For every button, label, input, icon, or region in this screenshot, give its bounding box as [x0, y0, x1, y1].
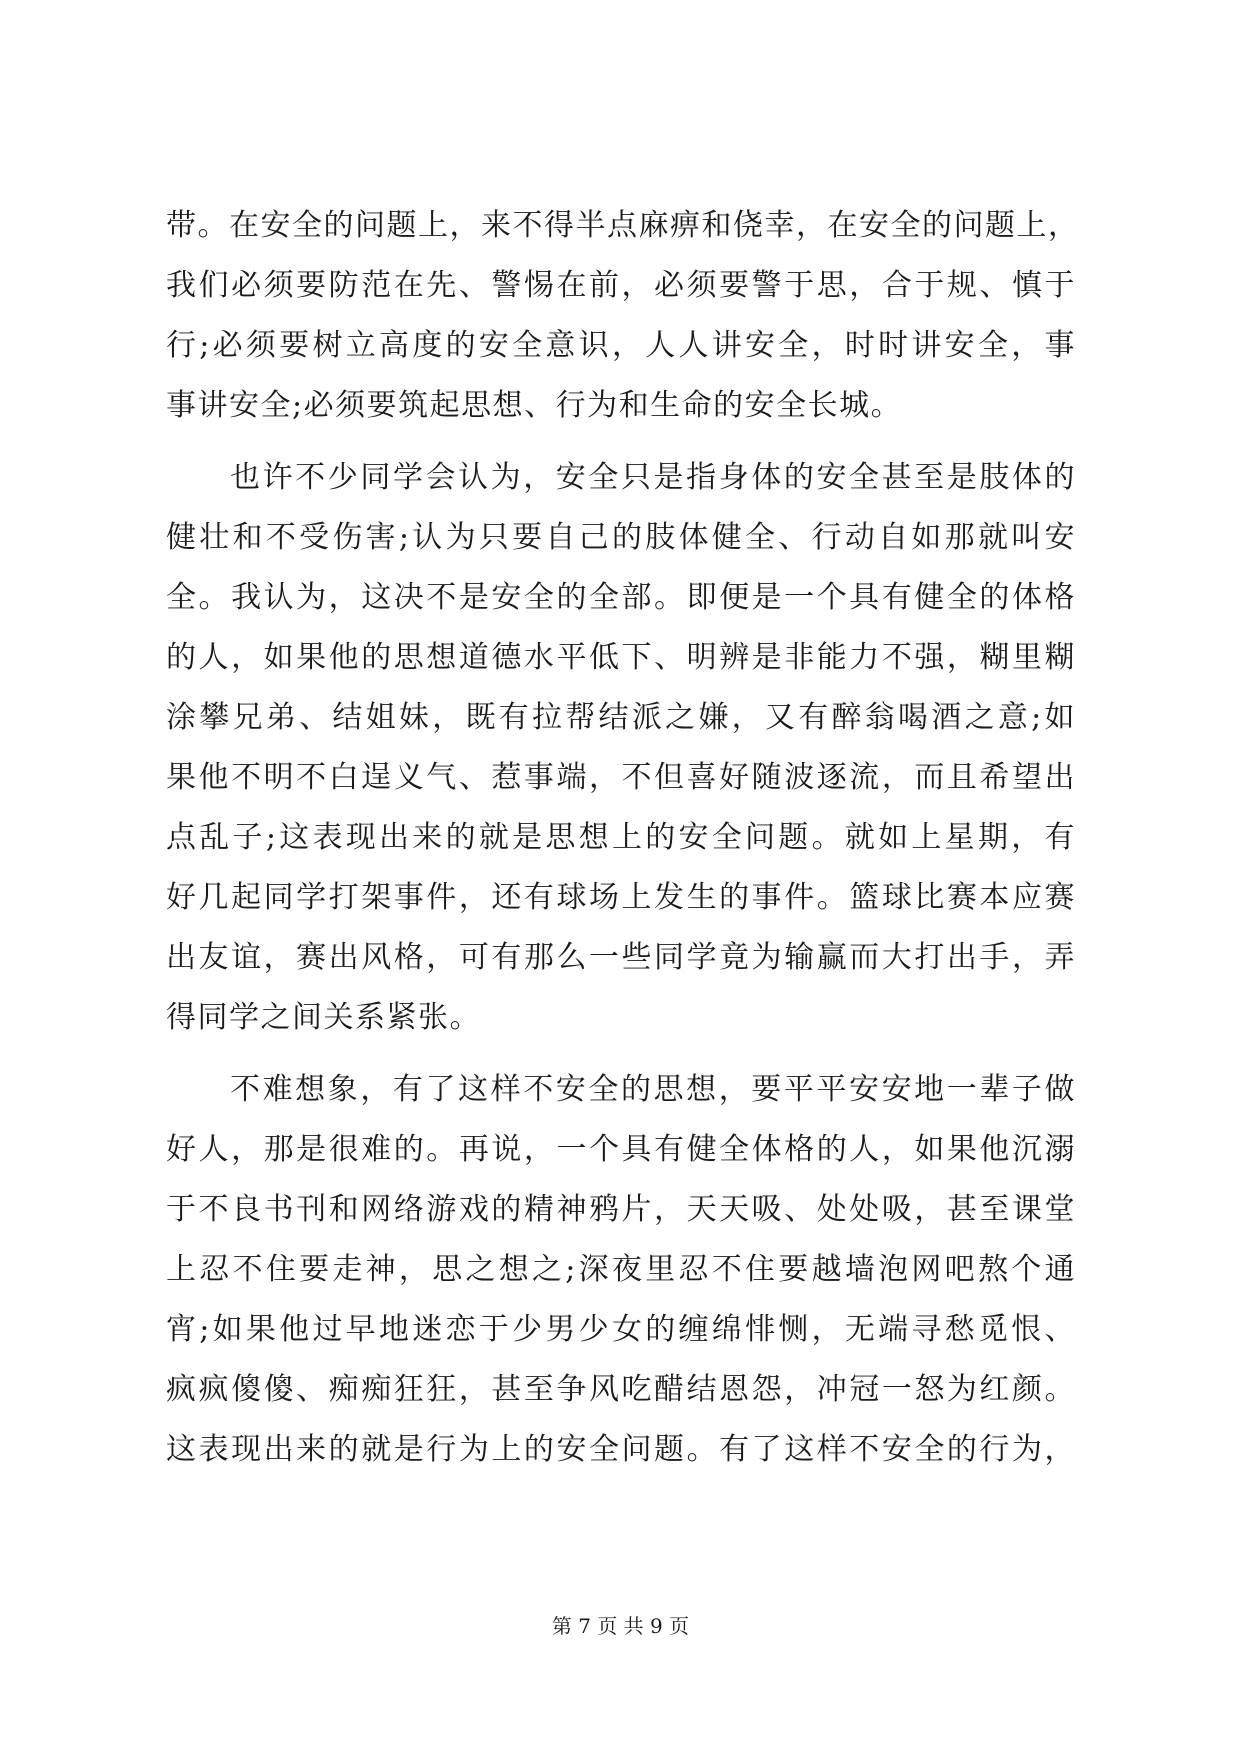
text-line: 带。在安全的问题上，来不得半点麻痹和侥幸，在安全的问题上，	[166, 208, 1080, 243]
text-line: 好人，那是很难的。再说，一个具有健全体格的人，如果他沉溺	[166, 1132, 1076, 1167]
text-line: 这表现出来的就是行为上的安全问题。有了这样不安全的行为，	[166, 1432, 1076, 1467]
text-line: 行;必须要树立高度的安全意识，人人讲安全，时时讲安全，事	[166, 328, 1076, 363]
text-line: 果他不明不白逞义气、惹事端，不但喜好随波逐流，而且希望出	[166, 760, 1076, 795]
text-line: 好几起同学打架事件，还有球场上发生的事件。篮球比赛本应赛	[166, 880, 1076, 915]
text-line: 我们必须要防范在先、警惕在前，必须要警于思，合于规、慎于	[166, 268, 1076, 303]
text-line: 宵;如果他过早地迷恋于少男少女的缠绵悱恻，无端寻愁觅恨、	[166, 1312, 1076, 1347]
text-line: 出友谊，赛出风格，可有那么一些同学竟为输赢而大打出手，弄	[166, 940, 1076, 975]
text-line: 事讲安全;必须要筑起思想、行为和生命的安全长城。	[166, 388, 903, 423]
document-body	[166, 196, 1080, 1480]
text-line: 健壮和不受伤害;认为只要自己的肢体健全、行动自如那就叫安	[166, 520, 1076, 555]
text-line: 的人，如果他的思想道德水平低下、明辨是非能力不强，糊里糊	[166, 640, 1076, 675]
text-line: 全。我认为，这决不是安全的全部。即便是一个具有健全的体格	[166, 580, 1076, 615]
text-line: 涂攀兄弟、结姐妹，既有拉帮结派之嫌，又有醉翁喝酒之意;如	[166, 700, 1076, 735]
text-line: 上忍不住要走神，思之想之;深夜里忍不住要越墙泡网吧熬个通	[166, 1252, 1076, 1287]
text-line: 也许不少同学会认为，安全只是指身体的安全甚至是肢体的	[230, 460, 1076, 495]
text-line: 不难想象，有了这样不安全的思想，要平平安安地一辈子做	[230, 1072, 1076, 1107]
paragraph	[166, 448, 1076, 1048]
text-line: 疯疯傻傻、痴痴狂狂，甚至争风吃醋结恩怨，冲冠一怒为红颜。	[166, 1372, 1076, 1407]
text-line: 得同学之间关系紧张。	[166, 1000, 481, 1035]
text-line: 点乱子;这表现出来的就是思想上的安全问题。就如上星期，有	[166, 820, 1076, 855]
paragraph	[166, 1060, 1076, 1480]
text-line: 于不良书刊和网络游戏的精神鸦片，天天吸、处处吸，甚至课堂	[166, 1192, 1076, 1227]
paragraph	[166, 196, 1080, 436]
page-number-footer: 第 7 页 共 9 页	[551, 1614, 690, 1638]
